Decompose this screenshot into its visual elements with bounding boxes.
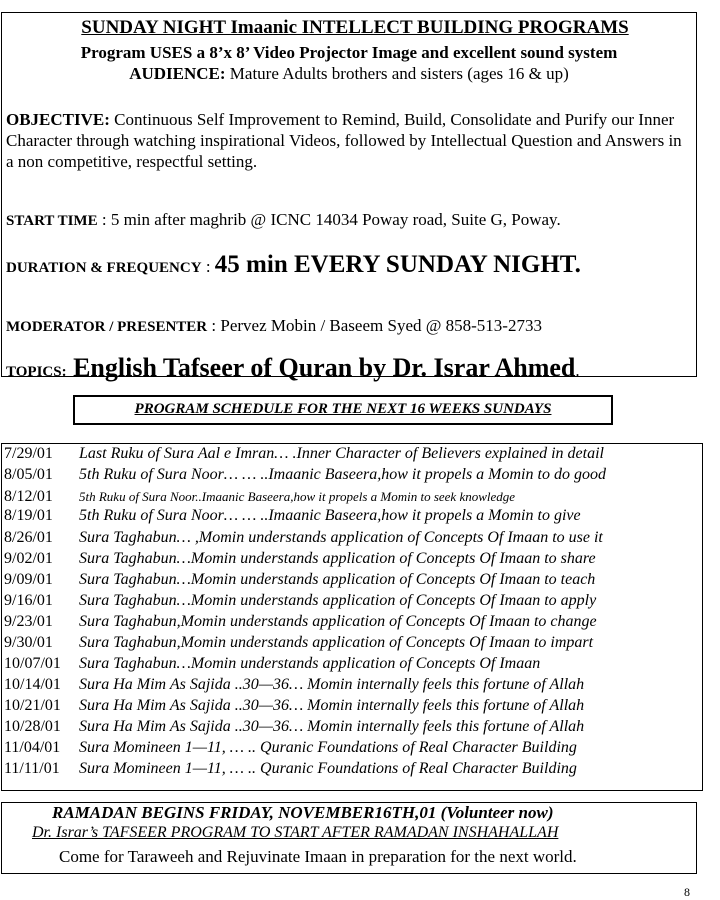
duration-text: 45 min EVERY SUNDAY NIGHT.	[214, 251, 581, 278]
schedule-topic: 5th Ruku of Sura Noor..Imaanic Baseera,how it propels a Momin to seek knowledge	[79, 489, 516, 504]
schedule-topic: Last Ruku of Sura Aal e Imran… .Inner Character of Believers explained in detail	[79, 445, 604, 462]
audience-text: Mature Adults brothers and sisters (ages 16 & up)	[225, 64, 569, 83]
schedule-date: 10/21/01	[4, 697, 61, 714]
schedule-date: 9/02/01	[4, 550, 53, 567]
schedule-topic: Sura Taghabun,Momin understands application of Concepts Of Imaan to impart	[79, 634, 594, 651]
topics-label: TOPICS:	[6, 364, 67, 380]
schedule-topic: Sura Ha Mim As Sajida ..30—36… Momin internally feels this fortune of Allah	[79, 697, 585, 714]
schedule-topic: Sura Taghabun…Momin understands application of Concepts Of Imaan to teach	[79, 571, 596, 588]
moderator-text: : Pervez Mobin / Baseem Syed @ 858-513-2733	[207, 316, 542, 335]
audience-line	[2, 64, 696, 84]
ramadan-announcement: RAMADAN BEGINS FRIDAY, NOVEMBER16TH,01 (Volunteer now)	[52, 803, 554, 822]
start-time-text: : 5 min after maghrib @ ICNC 14034 Poway road, Suite G, Poway.	[97, 210, 561, 229]
schedule-topic: Sura Momineen 1—11, … .. Quranic Foundations of Real Character Building	[79, 739, 577, 756]
schedule-date: 8/05/01	[4, 466, 53, 483]
schedule-topic: Sura Taghabun…Momin understands application of Concepts Of Imaan	[79, 655, 541, 672]
schedule-date: 8/12/01	[4, 488, 53, 505]
schedule-date: 10/14/01	[4, 676, 61, 693]
schedule-date: 9/09/01	[4, 571, 53, 588]
duration-separator: :	[201, 257, 215, 276]
schedule-date: 11/04/01	[4, 739, 61, 756]
topics-end: .	[575, 361, 580, 380]
taraweeh-invitation: Come for Taraweeh and Rejuvinate Imaan in preparation for the next world.	[59, 847, 577, 866]
moderator-line	[6, 315, 686, 338]
schedule-topic: Sura Ha Mim As Sajida ..30—36… Momin internally feels this fortune of Allah	[79, 718, 585, 735]
start-time-line	[6, 209, 686, 232]
schedule-title-box	[73, 395, 613, 425]
schedule-topic: Sura Taghabun…Momin understands application of Concepts Of Imaan to share	[79, 550, 596, 567]
tafseer-program-notice: Dr. Israr’s TAFSEER PROGRAM TO START AFTER RAMADAN INSHAHALLAH	[32, 824, 559, 841]
duration-line	[6, 251, 686, 279]
moderator-label: MODERATOR / PRESENTER	[6, 319, 208, 335]
schedule-date: 7/29/01	[4, 445, 53, 462]
schedule-date: 9/23/01	[4, 613, 53, 630]
page-title: SUNDAY NIGHT Imaanic INTELLECT BUILDING PROGRAMS	[81, 17, 629, 38]
schedule-date: 10/07/01	[4, 655, 61, 672]
schedule-title: PROGRAM SCHEDULE FOR THE NEXT 16 WEEKS SUNDAYS	[134, 401, 552, 417]
ramadan-box	[1, 802, 697, 874]
topics-line	[6, 353, 686, 383]
schedule-topic: Sura Taghabun,Momin understands application of Concepts Of Imaan to change	[79, 613, 597, 630]
duration-label: DURATION & FREQUENCY	[6, 260, 202, 276]
schedule-topic: Sura Taghabun… ,Momin understands application of Concepts Of Imaan to use it	[79, 529, 603, 546]
schedule-date: 9/30/01	[4, 634, 53, 651]
schedule-date: 8/26/01	[4, 529, 53, 546]
schedule-topic: Sura Ha Mim As Sajida ..30—36… Momin internally feels this fortune of Allah	[79, 676, 585, 693]
objective-text: Continuous Self Improvement to Remind, Build, Consolidate and Purify our Inner Character through watching inspirational Videos, followed by Intellectual Question and Answers in a non competitive, respectful setting.	[6, 110, 682, 171]
program-equipment-line: Program USES a 8’x 8’ Video Projector Image and excellent sound system	[80, 43, 618, 62]
schedule-topic: 5th Ruku of Sura Noor… … ..Imaanic Baseera,how it propels a Momin to give	[79, 507, 581, 524]
schedule-topic: 5th Ruku of Sura Noor… … ..Imaanic Baseera,how it propels a Momin to do good	[79, 466, 606, 483]
program-info-box	[1, 12, 697, 382]
schedule-date: 8/19/01	[4, 507, 53, 524]
schedule-date: 10/28/01	[4, 718, 61, 735]
audience-label: AUDIENCE:	[129, 64, 226, 83]
page-number: 8	[684, 885, 690, 899]
schedule-topic: Sura Taghabun…Momin understands application of Concepts Of Imaan to apply	[79, 592, 597, 609]
start-time-label: START TIME	[6, 213, 98, 229]
objective-label: OBJECTIVE:	[6, 110, 110, 129]
topics-text: English Tafseer of Quran by Dr. Israr Ahmed	[66, 353, 576, 382]
schedule-date: 9/16/01	[4, 592, 53, 609]
schedule-date: 11/11/01	[4, 760, 60, 777]
objective-paragraph	[6, 109, 686, 172]
schedule-topic: Sura Momineen 1—11, … .. Quranic Foundations of Real Character Building	[79, 760, 577, 777]
